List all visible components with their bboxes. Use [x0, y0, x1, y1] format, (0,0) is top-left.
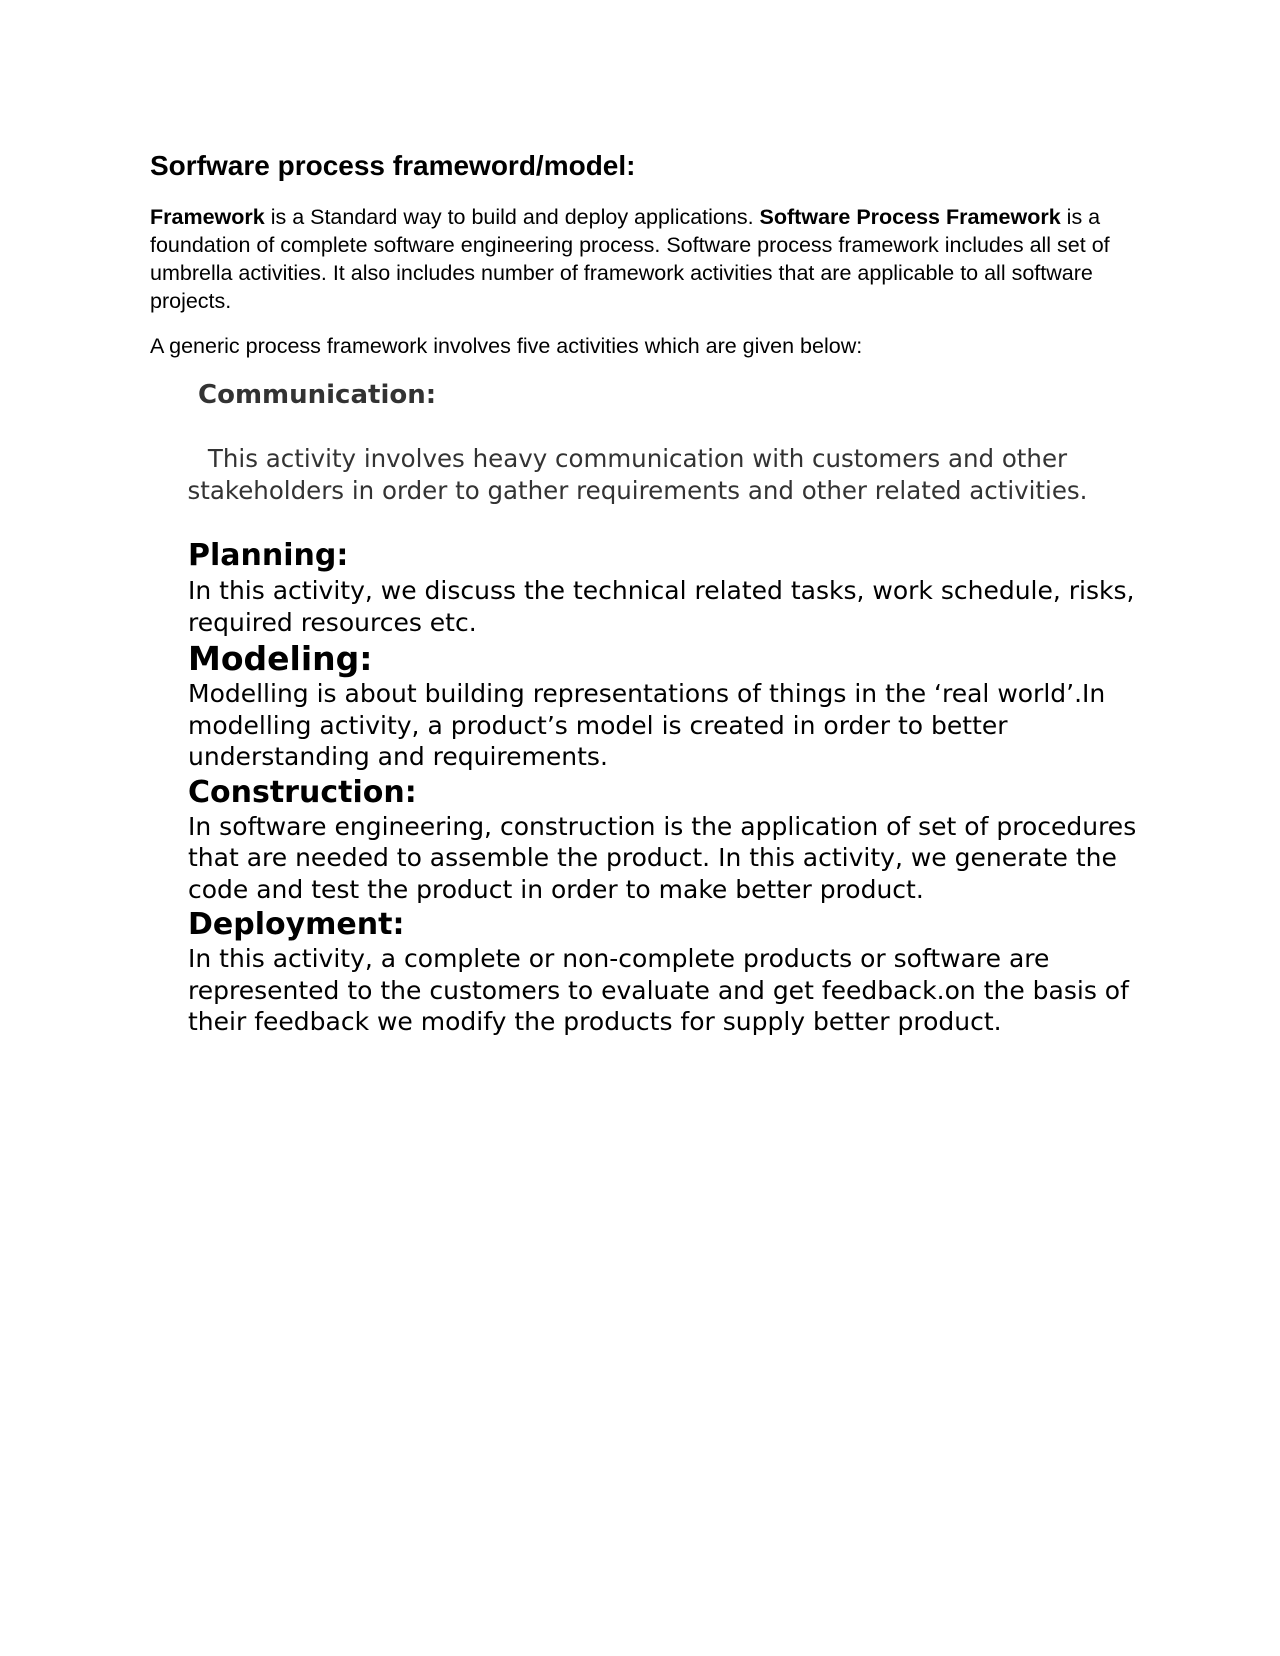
- deployment-heading: Deployment:: [188, 907, 405, 942]
- document-title: Sorfware process frameword/model:: [150, 150, 636, 181]
- generic-paragraph: A generic process framework involves five activities which are given below:: [150, 334, 863, 358]
- intro-paragraph: [150, 203, 1110, 315]
- deployment-text: In this activity, a complete or non-complete products or software are represented to the customers to evaluate and get feedback.on the basis of their feedback we modify the products for supply better product.: [188, 944, 1129, 1036]
- planning-text: In this activity, we discuss the technical related tasks, work schedule, risks, required resources etc.: [188, 576, 1135, 637]
- modeling-heading: Modeling:: [188, 639, 373, 678]
- planning-heading: Planning:: [188, 538, 349, 573]
- intro-bold-framework: Framework: [150, 205, 265, 229]
- communication-text: This activity involves heavy communication with customers and other stakeholders in order to gather requirements and other related activities.: [187, 444, 1088, 505]
- intro-text-2: is a foundation of complete software engineering process. Software process framework includes all set of umbrella activities. It also includes number of framework activities that are applicable to all software projects.: [150, 205, 1110, 313]
- activity-sections: [188, 537, 1138, 1038]
- construction-text: In software engineering, construction is the application of set of procedures that are needed to assemble the product. In this activity, we generate the code and test the product in order to make better product.: [188, 811, 1137, 904]
- intro-text-1: is a Standard way to build and deploy applications.: [264, 205, 760, 229]
- construction-heading: Construction:: [188, 774, 417, 810]
- intro-bold-software-process-framework: Software Process Framework: [759, 205, 1061, 229]
- modeling-text: Modelling is about building representations of things in the ‘real world’.In modelling activity, a product’s model is created in order to better understanding and requirements.: [188, 679, 1106, 771]
- communication-heading: Communication:: [198, 380, 437, 410]
